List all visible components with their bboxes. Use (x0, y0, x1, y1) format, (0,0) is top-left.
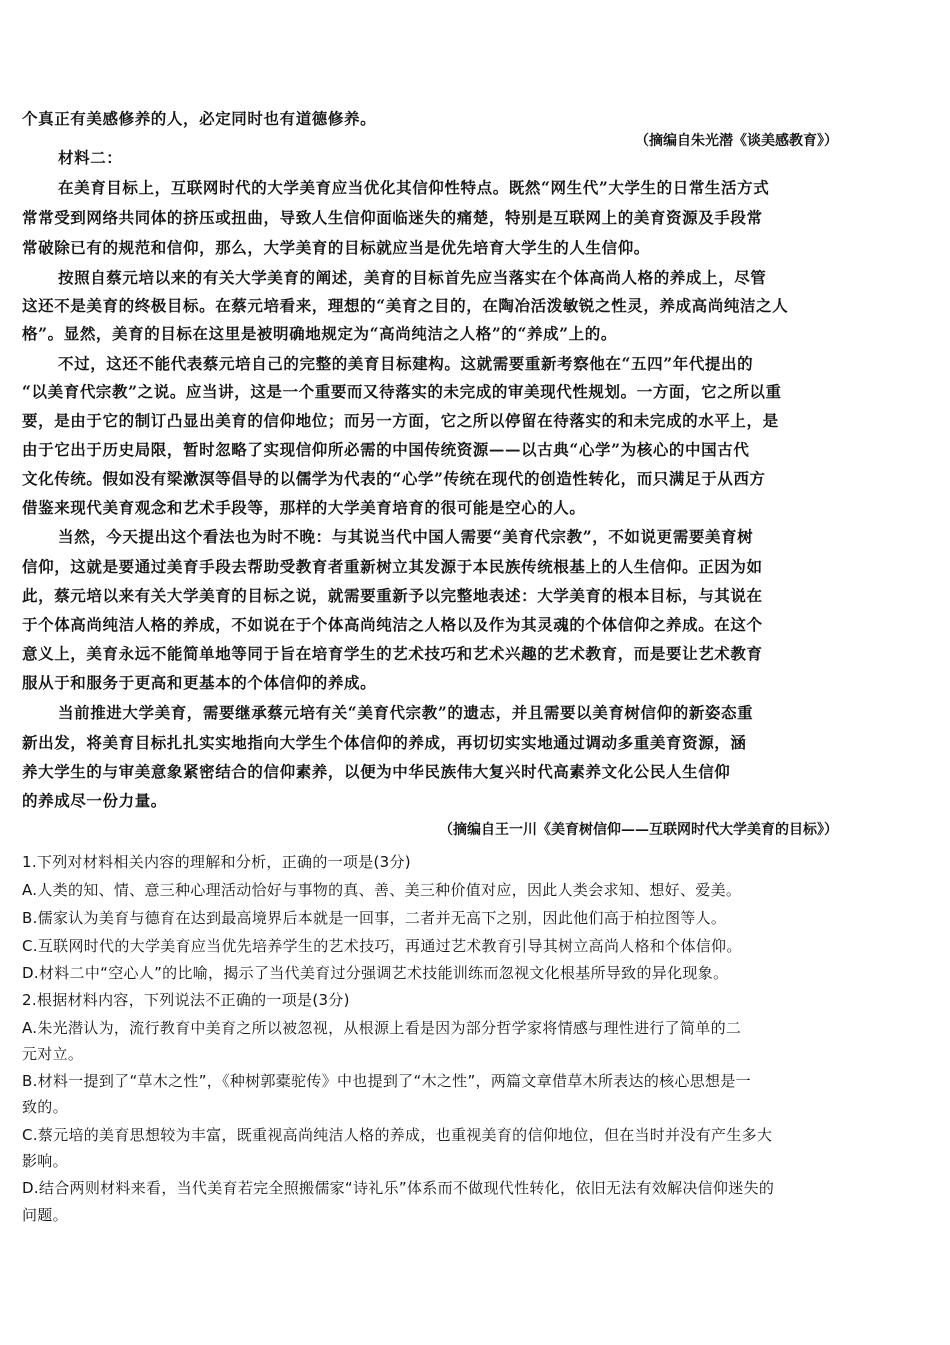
question-2-option-b: B.材料一提到了“草木之性”，《种树郭橐驼传》中也提到了“木之性”，两篇文章借草木所表达的核心思想是一 (22, 1072, 751, 1090)
material2-line: 按照自蔡元培以来的有关大学美育的阐述，美育的目标首先应当落实在个体高尚人格的养成上，尽管 (58, 268, 767, 287)
source-material1: （摘编自朱光潜《谈美感教育》） (635, 133, 838, 149)
question-2-option-a: A.朱光潜认为，流行教育中美育之所以被忽视，从根源上看是因为部分哲学家将情感与理性进行了简单的二 (22, 1019, 742, 1037)
material2-line: 格”。显然，美育的目标在这里是被明确地规定为“高尚纯洁之人格”的“养成”上的。 (22, 324, 617, 343)
material2-line: 当前推进大学美育，需要继承蔡元培有关“美育代宗教”的遗志，并且需要以美育树信仰的新姿态重 (58, 703, 754, 722)
question-2-option-d: D.结合两则材料来看，当代美育若完全照搬儒家“诗礼乐”体系而不做现代性转化，依旧无法有效解决信仰迷失的 (22, 1179, 775, 1197)
question-2-stem: 2.根据材料内容，下列说法不正确的一项是(3分) (22, 991, 350, 1009)
material2-line: 在美育目标上，互联网时代的大学美育应当优化其信仰性特点。既然“网生代”大学生的日常生活方式 (58, 178, 770, 197)
material2-line: 养大学生的与审美意象紧密结合的信仰素养，以便为中华民族伟大复兴时代高素养文化公民人生信仰 (22, 762, 731, 781)
material2-line: 借鉴来现代美育观念和艺术手段等，那样的大学美育培育的很可能是空心的人。 (22, 498, 586, 517)
material2-line: 信仰，这就是要通过美育手段去帮助受教育者重新树立其发源于本民族传统根基上的人生信仰。正因为如 (22, 557, 763, 576)
material2-line: 常常受到网络共同体的挤压或扭曲，导致人生信仰面临迷失的痛楚，特别是互联网上的美育资源及手段常 (22, 208, 763, 227)
material2-line: 新出发，将美育目标扎扎实实地指向大学生个体信仰的养成，再切切实实地通过调动多重美育资源，涵 (22, 733, 747, 752)
source-material2: （摘编自王一川《美育树信仰——互联网时代大学美育的目标》） (439, 822, 838, 838)
material1-tail: 个真正有美感修养的人，必定同时也有道德修养。 (22, 109, 377, 128)
material2-line: 文化传统。假如没有梁漱溟等倡导的以儒学为代表的“心学”传统在现代的创造性转化，而只满足于从西方 (22, 469, 766, 488)
material2-line: 意义上，美育永远不能简单地等同于旨在培育学生的艺术技巧和艺术兴趣的艺术教育，而是要让艺术教育 (22, 644, 763, 663)
material2-line: 不过，这还不能代表蔡元培自己的完整的美育目标建构。这就需要重新考察他在“五四”年代提出的 (58, 354, 754, 373)
question-2-option-c-cont: 影响。 (22, 1152, 68, 1170)
question-1-option-a: A.人类的知、情、意三种心理活动恰好与事物的真、善、美三种价值对应，因此人类会求知、想好、爱美。 (22, 881, 742, 899)
material2-line: 此，蔡元培以来有关大学美育的目标之说，就需要重新予以完整地表述：大学美育的根本目标，与其说在 (22, 586, 763, 605)
question-2-option-d-cont: 问题。 (22, 1206, 68, 1224)
material2-line: “以美育代宗教”之说。应当讲，这是一个重要而又待落实的未完成的审美现代性规划。一方面，它之所以重 (22, 382, 782, 401)
question-1-option-d: D.材料二中“空心人”的比喻，揭示了当代美育过分强调艺术技能训练而忽视文化根基所导致的异化现象。 (22, 964, 729, 982)
question-1-option-b: B.儒家认为美育与德育在达到最高境界后本就是一回事，二者并无高下之别，因此他们高于柏拉图等人。 (22, 909, 727, 927)
question-2-option-b-cont: 致的。 (22, 1098, 68, 1116)
question-1-option-c: C.互联网时代的大学美育应当优先培养学生的艺术技巧，再通过艺术教育引导其树立高尚人格和个体信仰。 (22, 937, 742, 955)
question-2-option-c: C.蔡元培的美育思想较为丰富，既重视高尚纯洁人格的养成，也重视美育的信仰地位，但在当时并没有产生多大 (22, 1126, 773, 1144)
material2-line: 由于它出于历史局限，暂时忽略了实现信仰所必需的中国传统资源——以古典“心学”为核心的中国古代 (22, 440, 750, 459)
material2-title: 材料二： (58, 148, 123, 167)
material2-line: 常破除已有的规范和信仰，那么，大学美育的目标就应当是优先培育大学生的人生信仰。 (22, 238, 650, 257)
material2-line: 当然，今天提出这个看法也为时不晚：与其说当代中国人需要“美育代宗教”，不如说更需要美育树 (58, 527, 754, 546)
material2-line: 要，是由于它的制订凸显出美育的信仰地位；而另一方面，它之所以停留在待落实的和未完成的水平上，是 (22, 411, 779, 430)
question-1-stem: 1.下列对材料相关内容的理解和分析，正确的一项是(3分) (22, 853, 411, 871)
material2-line: 的养成尽一份力量。 (22, 791, 167, 810)
material2-line: 服从于和服务于更高和更基本的个体信仰的养成。 (22, 673, 377, 692)
material2-line: 这还不是美育的终极目标。在蔡元培看来，理想的“美育之目的，在陶冶活泼敏锐之性灵，养成高尚纯洁之人 (22, 296, 789, 315)
question-2-option-a-cont: 元对立。 (22, 1045, 84, 1063)
material2-line: 于个体高尚纯洁人格的养成，不如说在于个体高尚纯洁之人格以及作为其灵魂的个体信仰之养成。在这个 (22, 615, 763, 634)
